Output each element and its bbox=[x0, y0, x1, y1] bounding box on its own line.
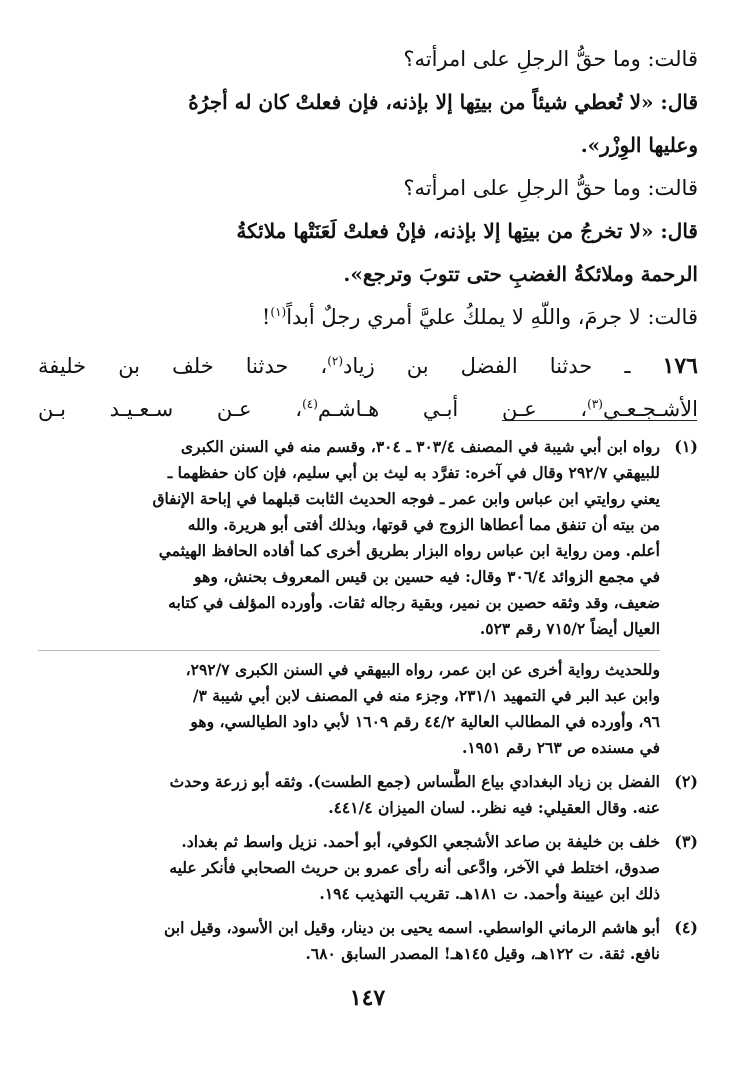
text-line: الرحمة وملائكةُ الغضبِ حتى تتوبَ وترجع». bbox=[343, 262, 698, 286]
footnote-line: وابن عبد البر في التمهيد ٢٣١/١، وجزء منه في المصنف لابن أبي شيبة ٣/ bbox=[192, 686, 660, 705]
footnote-line: أبو هاشم الرماني الواسطي. اسمه يحيى بن دينار، وقيل ابن الأسود، وقيل ابن bbox=[164, 918, 660, 937]
text-segment: حدثنا الفضل بن زياد bbox=[343, 354, 593, 378]
footnote-line: أعلم. ومن رواية ابن عباس رواه البزار بطريق أخرى كما أفاده الحافظ الهيثمي bbox=[158, 541, 660, 560]
footnote-line: الفضل بن زياد البغدادي بياع الطَّساس (جمع الطست). وثقه أبو زرعة وحدث bbox=[169, 772, 660, 791]
footnote-body bbox=[38, 829, 660, 907]
footnote-marker: (١) bbox=[674, 437, 698, 456]
text-segment: ، bbox=[580, 397, 588, 421]
text-segment: الأشـجـعـي bbox=[602, 397, 698, 421]
footnote-marker: (٤) bbox=[674, 918, 698, 937]
footnote-2 bbox=[38, 769, 698, 821]
footnote-4 bbox=[38, 915, 698, 967]
text-line bbox=[38, 296, 698, 339]
text-segment: عـن أبـي هـاشـم bbox=[317, 397, 537, 421]
footnote-line: من بيته أن تنفق مما أعطاها الزوج في قوتها، وبذلك أفتى أبو هريرة. والله bbox=[187, 515, 660, 534]
footnote-rule bbox=[502, 420, 697, 421]
footnote-line: صدوق، اختلط في الآخر، وادَّعى أنه رأى عمرو بن حريث الصحابي فأنكر عليه bbox=[169, 858, 660, 877]
footnote-marker: (٣) bbox=[674, 832, 698, 851]
text-segment: ، حدثنا خلف بن خليفة bbox=[38, 354, 328, 378]
footnote-line: في مجمع الزوائد ٣٠٦/٤ وقال: فيه حسين بن قيس المعروف بحنش، وهو bbox=[194, 567, 660, 586]
footnote-line: ذلك ابن عيينة وأحمد. ت ١٨١هـ. تقريب التهذيب ١٩٤. bbox=[319, 884, 660, 903]
footnotes bbox=[38, 434, 698, 975]
text-segment: ! bbox=[261, 305, 271, 329]
footnote-line: عنه. وقال العقيلي: فيه نظر.. لسان الميزان ٤٤١/٤. bbox=[328, 798, 660, 817]
footnote-divider bbox=[38, 650, 660, 651]
footnote-line: رواه ابن أبي شيبة في المصنف ٣٠٣/٤ ـ ٣٠٤، وقسم منه في السنن الكبرى bbox=[180, 437, 660, 456]
hadith-line bbox=[38, 388, 698, 431]
footnote-ref: (٣) bbox=[587, 397, 603, 411]
text-segment: ـ bbox=[624, 354, 631, 378]
hadith-line bbox=[38, 345, 698, 388]
footnote-ref: (١) bbox=[270, 305, 287, 319]
footnote-line: العيال أيضاً ٧١٥/٢ رقم ٥٢٣. bbox=[479, 619, 660, 638]
footnote-line: ضعيف، وقد وثقه حصين بن نمير، وبقية رجاله ثقات. وأورده المؤلف في كتابه bbox=[168, 593, 660, 612]
text-line: قال: «لا تُعطي شيئاً من بيتِها إلا بإذنه، فإن فعلتْ كان له أجرُهُ bbox=[188, 90, 698, 114]
footnote-line: ٩٦، وأورده في المطالب العالية ٤٤/٢ رقم ١٦٠٩ لأبي داود الطيالسي، وهو bbox=[190, 712, 660, 731]
page-number: ١٤٧ bbox=[349, 985, 386, 1011]
text-segment: قالت: لا جرمَ، واللّهِ لا يملكُ عليَّ أمري رجلٌ أبداً bbox=[286, 305, 698, 329]
text-line: وعليها الوِزْر». bbox=[580, 133, 698, 157]
footnote-line: خلف بن خليفة بن صاعد الأشجعي الكوفي، أبو أحمد. نزيل واسط ثم بغداد. bbox=[181, 832, 660, 851]
footnote-marker: (٢) bbox=[674, 772, 698, 791]
main-text bbox=[38, 38, 698, 431]
footnote-1 bbox=[38, 434, 698, 642]
text-segment: ، bbox=[295, 397, 303, 421]
footnote-ref: (٢) bbox=[327, 354, 344, 368]
footnote-line: في مسنده ص ٢٦٣ رقم ١٩٥١. bbox=[461, 738, 660, 757]
text-line: قال: «لا تخرجُ من بيتِها إلا بإذنه، فإنْ فعلتْ لَعَنَتْها ملائكةُ bbox=[236, 219, 698, 243]
text-segment: عـن سـعـيـد بـن bbox=[38, 397, 252, 421]
footnote-line: للبيهقي ٢٩٢/٧ وقال في آخره: تفرَّد به ليث بن أبي سليم، فإن كان حفظهما ـ bbox=[167, 463, 660, 482]
footnote-line: يعني روايتي ابن عباس وابن عمر ـ فوجه الحديث الثابت قبلهما في إباحة الإنفاق bbox=[152, 489, 660, 508]
footnote-3 bbox=[38, 829, 698, 907]
footnote-1-continuation bbox=[38, 650, 660, 761]
footnote-line: وللحديث رواية أخرى عن ابن عمر، رواه البيهقي في السنن الكبرى ٢٩٢/٧، bbox=[185, 660, 660, 679]
text-line: قالت: وما حقُّ الرجلِ على امرأته؟ bbox=[403, 47, 698, 71]
text-line: قالت: وما حقُّ الرجلِ على امرأته؟ bbox=[403, 176, 698, 200]
hadith-number: ١٧٦ bbox=[662, 353, 698, 379]
footnote-body bbox=[38, 769, 660, 821]
footnote-ref: (٤) bbox=[302, 397, 318, 411]
footnote-body bbox=[38, 434, 660, 642]
footnote-body bbox=[38, 915, 660, 967]
footnote-line: نافع. ثقة. ت ١٢٢هـ، وقيل ١٤٥هـ! المصدر السابق ٦٨٠. bbox=[305, 944, 660, 963]
